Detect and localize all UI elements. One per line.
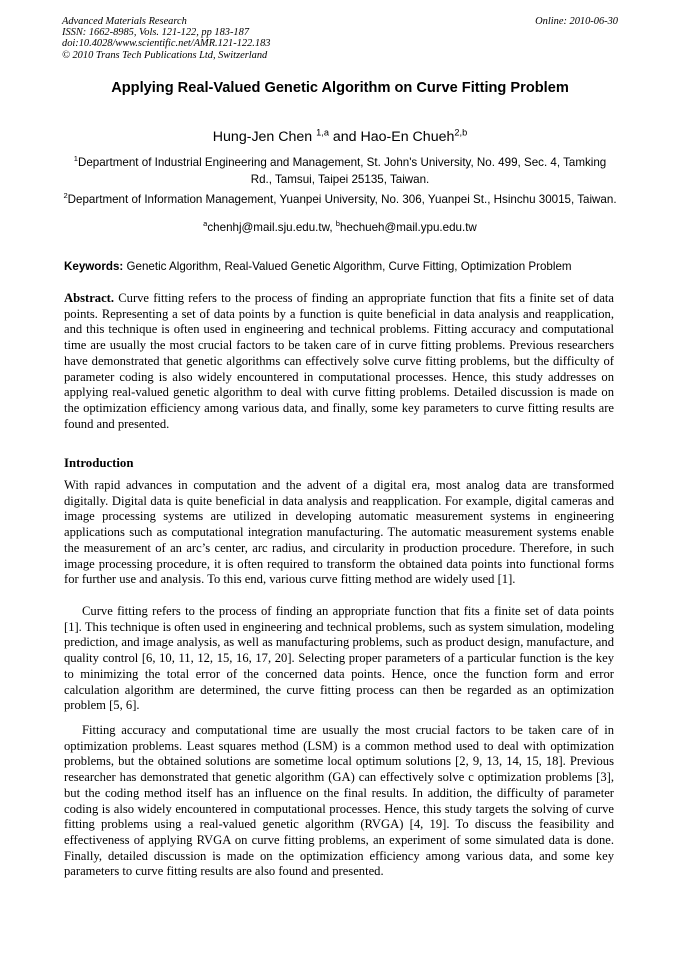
author-separator: and (328, 129, 361, 145)
email-1[interactable]: chenhj@mail.sju.edu.tw, (207, 221, 336, 234)
affiliation-1-mark: 1 (73, 154, 78, 164)
email-1-mark: a (203, 219, 208, 229)
email-line (62, 221, 618, 234)
online-date: Online: 2010-06-30 (535, 16, 618, 27)
abstract (64, 291, 614, 432)
paper-title: Applying Real-Valued Genetic Algorithm on Curve Fitting Problem (111, 80, 569, 96)
journal-header (62, 16, 618, 61)
author-2: Hao-En Chueh (360, 129, 455, 145)
affiliation-2 (62, 192, 618, 209)
keywords-label: Keywords: (64, 260, 124, 273)
abstract-label: Abstract. (64, 291, 115, 305)
email-2-mark: b (335, 219, 340, 229)
author-2-mark: 2,b (454, 127, 468, 138)
intro-paragraph-3: Fitting accuracy and computational time are usually the most crucial factors to be taken care of in optimization problems. Least squares method (LSM) is a common method used to deal with optimization problems, but the obtained solutions are sometime local optimum solutions [2, 9, 13, 14, 15, 18]. Previous researcher has demonstrated that genetic algorithm (GA) can effectively solve c optimization problems [3], but the coding method itself has an influence on the final results. In addition, the difficulty of parameter coding is also widely encountered in computational processes. Hence, this study targets the solving of curve fitting problems using a real-valued genetic algorithm (RVGA) [4, 19]. To discuss the feasibility and effectiveness of applying RVGA on curve fitting problems, an experiment of some simulated data is done. Finally, detailed discussion is made on the optimization efficiency among various data, and some key parameters to curve fitting results are also found and presented. (64, 723, 614, 879)
affiliation-2-text: Department of Information Management, Yuanpei University, No. 306, Yuanpei St., Hsinchu 30015, Taiwan. (67, 193, 617, 206)
author-1: Hung-Jen Chen (212, 129, 313, 145)
journal-name: Advanced Materials Research (62, 16, 187, 27)
email-2[interactable]: hechueh@mail.ypu.edu.tw (340, 221, 477, 234)
issn-line: ISSN: 1662-8985, Vols. 121-122, pp 183-187 (62, 27, 250, 39)
author-line (62, 129, 618, 145)
copyright-line: © 2010 Trans Tech Publications Ltd, Switzerland (62, 49, 268, 61)
abstract-text: Curve fitting refers to the process of finding an appropriate function that fits a finite set of data points. Representing a set of data points by a function is quite beneficial in data analysis and reapplication, and this technique is often used in engineering and technical problems. Fitting accuracy and computational time are usually the most crucial factors to be taken care of in curve fitting problems. Previous researchers have demonstrated that genetic algorithms can effectively solve curve fitting problems, but the difficulty of parameter coding is also widely encountered in computational processes. Hence, this study addresses on applying real-valued genetic algorithm to deal with curve fitting problems. Detailed discussion is made on the optimization efficiency among various data, and finally, some key parameters to curve fitting results are found and presented. (64, 291, 614, 431)
affiliation-1-text: Department of Industrial Engineering and Management, St. John's University, No. 499, Sec. 4, Tamking Rd., Tamsui, Taipei 25135, Taiwan. (77, 156, 607, 186)
section-heading-introduction: Introduction (64, 456, 134, 470)
keywords (64, 259, 618, 274)
author-1-mark: 1,a (316, 127, 329, 138)
doi-line: doi:10.4028/www.scientific.net/AMR.121-122.183 (62, 38, 271, 50)
intro-paragraph-2: Curve fitting refers to the process of finding an appropriate function that fits a finite set of data points [1]. This technique is often used in engineering and technical problems, such as system simulation, modeling prediction, and image analysis, as well as manufacturing problems, such as product design, manufacture, and quality control [6, 10, 11, 12, 15, 16, 17, 20]. Selecting proper parameters of a particular function is the key to minimizing the total error of the concerned data points. Hence, once the function form and error calculation algorithm are determined, the curve fitting process can then be regarded as an optimization problem [5, 6]. (64, 604, 614, 713)
affiliation-1 (62, 155, 618, 188)
keywords-text: Genetic Algorithm, Real-Valued Genetic Algorithm, Curve Fitting, Optimization Problem (123, 260, 572, 273)
intro-paragraph-1: With rapid advances in computation and the advent of a digital era, most analog data are transformed digitally. Digital data is quite beneficial in data analysis and reapplication. For example, digital cameras and image processing systems are utilized in developing automatic measurement systems in engineering applications such as computational integration manufacturing. The automatic measurement systems enable the measurement of an arc’s center, arc radius, and circularity in production procedure. Therefore, in such image processing procedure, it is often required to transform the obtained data points into functional forms for further use and analysis. To this end, various curve fitting method are widely used [1]. (64, 478, 614, 587)
affiliation-2-mark: 2 (63, 191, 68, 201)
